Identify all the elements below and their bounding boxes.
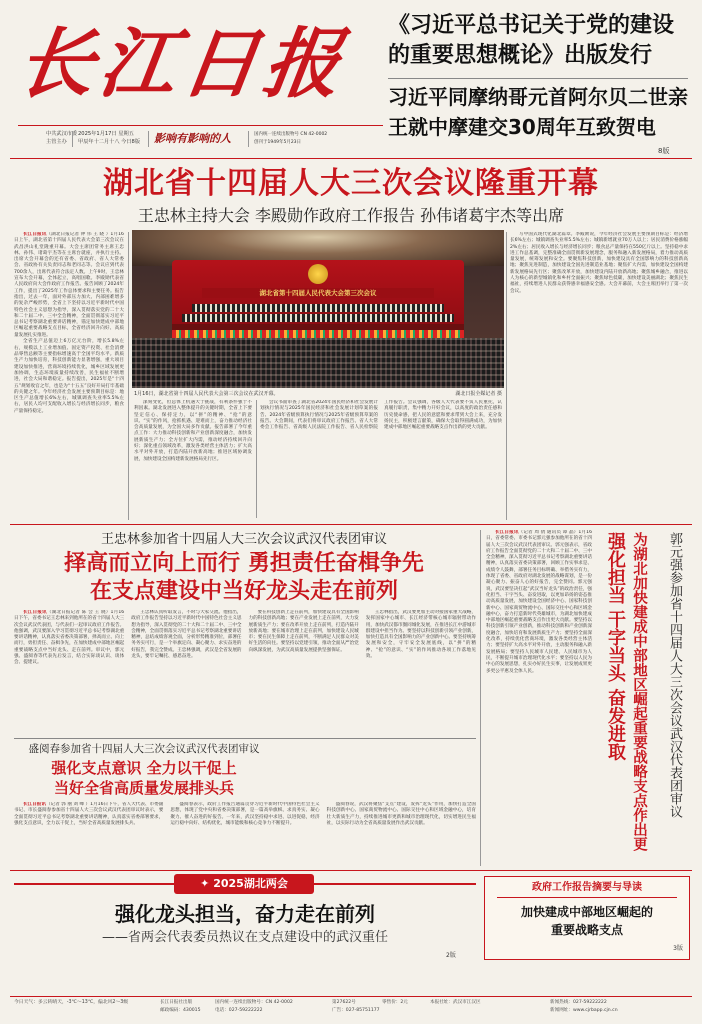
story2-headline-1[interactable]: 择高而立向上而行 勇担责任奋楫争先 bbox=[64, 551, 424, 576]
guide-box[interactable] bbox=[484, 876, 690, 960]
guide-title: 政府工作报告摘要与导读 bbox=[532, 882, 642, 893]
date-line: 2025年1月17日 星期五 bbox=[78, 131, 134, 137]
story3-kicker: 盛阅春参加省十四届人大三次会议武汉代表团审议 bbox=[28, 743, 260, 755]
photo-caption: 1月16日，湖北省第十四届人民代表大会第三次会议在武汉开幕。 湖北日报全媒记者 摄 bbox=[134, 391, 502, 397]
story2-dateline: 长江日报讯 bbox=[23, 610, 47, 615]
story3-headline-1[interactable]: 强化支点意识 全力以干促上 bbox=[51, 759, 237, 777]
section-rule-1 bbox=[10, 524, 692, 525]
top-news-item-2[interactable] bbox=[388, 82, 688, 142]
column-logo: ✦ 2025湖北两会 bbox=[174, 874, 314, 894]
founded-line: 创刊于1949年5月23日 bbox=[254, 140, 302, 145]
footer-item-8: 广告：027-85751177 bbox=[332, 1008, 380, 1013]
section-rule-2 bbox=[10, 870, 692, 871]
story4-kicker: 郭元强参加省十四届人大三次会议武汉代表团审议 bbox=[667, 532, 682, 818]
footer-item-9: 新闻热线：027-59222222 bbox=[550, 1000, 607, 1005]
masthead-slogan: 影响有影响的人 bbox=[154, 132, 231, 145]
footer-item-1: 长江日报社出版 bbox=[160, 1000, 193, 1005]
main-dateline: 长江日报讯 bbox=[23, 232, 47, 237]
bottom-subheadline: ——省两会代表委员热议在支点建设中的武汉重任 bbox=[101, 930, 388, 945]
footer-item-10[interactable]: 新闻网址：www.cjrbapp.cjn.cn bbox=[550, 1008, 618, 1013]
story4-headline-col-1[interactable]: 强化担当 干字当头 奋发进取 bbox=[605, 532, 626, 761]
bottom-headline[interactable]: 强化龙头担当，奋力走在前列 bbox=[115, 902, 375, 926]
top-news bbox=[388, 8, 688, 158]
story4-dateline: 长江日报讯 bbox=[495, 530, 519, 535]
story3-body: 长江日报讯（记者 郭 丽 刘 峰 ）1月16日下午，省人大代表、市委副书记、市长盛阅春参加省十四届人大三次会议武汉代表团审议时表示，要全面贯彻习近平总书记考察湖北重要讲话精神，认真落实省委部署要求，强化支点意识，全力以干促上，当好全省高质量发展排头兵。 盛阅春表示，政府工作报告通篇贯穿习近平新时代中国特色社会主义思想，体现了党中央和省委决策部署，是一篇高举旗帜、求真务实、凝心聚力、催人奋进的好报告。一年来，武汉坚持稳中求进、以进促稳，经济运行稳中向好、结构优化，城市能级和核心竞争力不断提升。 盛阅春说，武汉将聚焦“支点”建设，发挥“龙头”作用，加快打造全国科技创新中心、国家商贸物流中心、国际交往中心和区域金融中心，培育壮大新质生产力，持续推进城市更新和城市治理现代化，切实增进民生福祉，以实际行动为全省高质量发展作出武汉贡献。 bbox=[14, 802, 476, 826]
bottom-page-ref: 2版 bbox=[446, 952, 456, 959]
story2-kicker: 王忠林参加省十四届人大三次会议武汉代表团审议 bbox=[100, 532, 387, 547]
top-news-page-ref: 8版 bbox=[658, 147, 670, 155]
guide-line-2: 重要战略支点 bbox=[550, 923, 623, 937]
story3-headline-2[interactable]: 当好全省高质量发展排头兵 bbox=[53, 779, 234, 797]
footer-item-7: 电话：027-59222222 bbox=[215, 1008, 263, 1013]
emblem-icon bbox=[308, 264, 328, 284]
main-photo[interactable] bbox=[132, 230, 504, 388]
main-story-col-1: 长江日报讯（湖北日报记者 钟 伟 王 晓 ）1月16日上午，湖北省第十四届人民代表大会第三次会议在武昌洪山礼堂隆重开幕。大会主席团常务主席王忠林、孙伟、诸葛宇杰等在主席台就座，并执行主持。出席大会开幕会的还有省委、省政府、省人大常委会、省政协有关负责同志和老同志等。会议应到代表700余人，出席代表符合法定人数。上午9时，王忠林宣布大会开幕，全体起立，高唱国歌。李殿勋代表省人民政府向大会作政府工作报告。报告回顾了2024年工作，提出了2025年工作总体要求和主要任务。报告指出，过去一年，面对外部压力加大、内部困难增多的复杂严峻形势，全省上下坚持以习近平新时代中国特色社会主义思想为指导，深入贯彻落实党的二十大和二十届二中、三中全会精神，全面贯彻落实习近平总书记考察湖北重要讲话精神，锚定加快建成中部地区崛起重要战略支点目标，全省经济回升向好、高质量发展扎实推进。 全省生产总值迈上6万亿元台阶，增长5.8%左右，规模以上工业增加值、固定资产投资、社会消费品零售总额等主要指标增速高于全国平均水平。新质生产力加快培育，科技创新能力显著增强，重大项目建设加快推进，营商环境持续优化，城乡区域发展更加协调，生态环境质量持续改善，民生福祉不断增进，社会大局和谐稳定。报告提出，2025年是“十四五”规划收官之年，也是为“十五五”良好开局打牢基础的关键之年。今年经济社会发展主要预期目标是：地区生产总值增长6%左右，城镇调查失业率5.5%左右，居民人均可支配收入增长与经济增长同步，粮食产量保持稳定。 bbox=[14, 232, 124, 414]
top-news-item-1-title: 《习近平总书记关于党的建设的重要思想概论》出版发行 bbox=[388, 12, 675, 68]
footer-weather: 今日天气：多云转晴天，-3℃～13℃，偏北风2～3级 bbox=[14, 1000, 129, 1005]
footer bbox=[10, 998, 692, 1020]
footer-item-2: 国内统一连续出版物号：CN 42-0002 bbox=[215, 1000, 293, 1005]
lunar-line: 甲辰年十二月十八 今日8版 bbox=[78, 139, 141, 145]
masthead-divider bbox=[18, 125, 383, 126]
publisher-line-2: 主管主办 bbox=[46, 139, 67, 145]
main-subheadline: 王忠林主持大会 李殿勋作政府工作报告 孙伟诸葛宇杰等出席 bbox=[137, 206, 565, 225]
footer-item-5: 本报社址：武汉市江汉区 bbox=[430, 1000, 481, 1005]
photo-credit: 湖北日报全媒记者 摄 bbox=[455, 391, 502, 397]
hall-banner: 湖北省第十四届人民代表大会第三次会议 bbox=[202, 288, 434, 298]
top-news-item-2-title: 习近平同摩纳哥元首阿尔贝二世亲王就中摩建交30周年互致贺电 bbox=[388, 85, 688, 139]
story4-body: 长江日报讯（记者 周 倩 通讯员 谭 晶）1月16日，省委常委、市委书记郭元强参加他所在的省十四届人大三次会议武汉代表团审议。郭元强表示，省政府工作报告全面贯彻党的二十大和二十届二中、三中全会精神，深入贯彻习近平总书记考察湖北重要讲话精神，认真落实省委决策部署，回顾工作实事求是、成绩令人鼓舞，部署任务目标明确、举措务实有力，体现了省委、省政府对湖北发展的战略谋划，是一份凝心聚力、振奋人心的好报告，完全赞同。郭元强说，武汉要坚决扛起“武汉当好龙头”的政治责任，强化担当、干字当头、奋发进取，以更加昂扬的姿态推动高质量发展，加快建设全国经济中心、国家科技创新中心、国家商贸物流中心、国际交往中心和区域金融中心，奋力打造新时代英雄城市，为湖北加快建成中部地区崛起重要战略支点作出更大贡献。要坚持以科技创新引领产业创新，推动科技创新和产业创新深度融合，加快培育和发展新质生产力；要坚持全面深化改革，持续优化营商环境，激发各类经营主体活力；要坚持扩大高水平对外开放，主动服务和融入新发展格局；要坚持人民城市人民建、人民城市为人民，不断提升城市治理现代化水平；要坚持以人民为中心的发展思想，扎实办好民生实事，让发展成果更多更公平惠及全体人民。 bbox=[486, 530, 592, 674]
main-headline[interactable]: 湖北省十四届人大三次会议隆重开幕 bbox=[103, 166, 599, 201]
story2-body: 长江日报讯（湖北日报记者 陈 会 王 晓）1月16日下午，省委书记王忠林来到他所在的省十四届人大三次会议武汉代表团，与代表们一起审议政府工作报告。他强调，武汉要深入学习贯彻习近平总书记考察湖北重要讲话精神，认真落实省委决策部署，择高而立、向上而行，勇担责任、奋楫争先，在加快建成中部地区崛起重要战略支点中当好龙头、走在前列。审议中，郭元强、盛阅春等代表先后发言，结合实际谈认识、谈体会、提建议。 王忠林认真听取发言，不时与大家交流。他指出，政府工作报告坚持以习近平新时代中国特色社会主义思想为指导，深入贯彻党的二十大和二十届二中、三中全会精神，全面贯彻落实习近平总书记考察湖北重要讲话精神，总结成绩客观全面，分析形势精准到位，部署任务务实可行，是一个举旗定向、凝心聚力、求实奋进的好报告，我完全赞成。王忠林强调，武汉是全省发展的龙头，要牢记嘱托、感恩奋进。 要在科技创新上走在前列，加快建设具有全国影响力的科技创新高地；要在产业发展上走在前列，大力发展新质生产力；要在改革开放上走在前列，打造内陆开放新高地；要在城市治理上走在前列，加快建设人民城市；要在民生保障上走在前列，不断满足人民群众对美好生活的向往。要坚持以党建引领，推动全面从严治党向纵深发展，为武汉高质量发展提供坚强保证。 王忠林指出，武汉要更加主动对接国家重大战略，发挥国家中心城市、长江经济带核心城市辐射带动作用，加快武汉都市圈同城化发展，在推进长江中游城市群建设中担当作为。要坚持以科技创新引领产业创新，加快打造具有全国影响力的产业创新中心。要坚持统筹发展和安全，守牢安全发展底线，以“拼”的精神、“抢”的意识、“实”的作风推动各项工作落地见效。 bbox=[14, 610, 476, 666]
guide-ref: 3版 bbox=[673, 945, 683, 952]
main-story-col-4: 会议书面审查了湖北省2024年国民经济和社会发展计划执行情况与2025年国民经济和社会发展计划草案的报告、2024年省级预算执行情况与2025年省级预算草案的报告。大会期间，代表们将审议政府工作报告、省人大常委会工作报告、省高级人民法院工作报告、省人民检察院工作报告。会议强调，各级人大代表要不负人民重托，认真履行职责，集中精力开好会议，以高度的政治责任感和历史使命感，把人民的意愿和要求带到大会上来，充分发扬民主，积极建言献策，确保大会取得圆满成功，为加快建成中部地区崛起重要战略支点作出新的更大贡献。 bbox=[260, 400, 502, 431]
story2-headline-2[interactable]: 在支点建设中当好龙头走在前列 bbox=[89, 579, 398, 604]
masthead-info-block bbox=[46, 131, 386, 153]
footer-item-3: 第27622号 bbox=[332, 1000, 356, 1005]
footer-item-6: 邮政编码：430015 bbox=[160, 1008, 201, 1013]
footer-item-4: 零售价：2元 bbox=[382, 1000, 408, 1005]
masthead bbox=[11, 10, 388, 160]
header-rule bbox=[10, 158, 692, 159]
masthead-logo: 长江日报 bbox=[11, 19, 353, 108]
main-story-col-5: 写中国式现代化湖北篇章。李殿勋说，今年经济社会发展主要预期目标是：经济增长6%左右；城镇调查失业率5.5%左右；城镇新增就业70万人以上；居民消费价格涨幅2%左右；居民收入增长与经济增长同步；粮食总产量保持在550亿斤以上。坚持稳中求进工作总基调，完整准确全面贯彻新发展理念，服务和融入新发展格局，着力推动高质量发展，统筹发展和安全。要聚焦科技创新，加快建设具有全国影响力的科技创新高地；聚焦先进制造，加快建设全国先进制造业基地；聚焦扩大内需，加快建设全国构建新发展格局先行区；聚焦改革开放，加快建设内陆开放新高地；聚焦城乡融合，推进以人为核心的新型城镇化和乡村全面振兴；聚焦绿色低碳，加快建设美丽湖北；聚焦民生福祉，持续增进人民群众获得感幸福感安全感。大会开幕前，大会主席团举行了第一次会议。 bbox=[510, 232, 688, 294]
top-news-item-1[interactable] bbox=[388, 10, 688, 70]
column-logo-bar bbox=[14, 874, 476, 894]
star-icon: ✦ bbox=[200, 877, 214, 890]
publisher-line-1: 中共武汉市委 bbox=[46, 131, 78, 137]
guide-line-1: 加快建成中部地区崛起的 bbox=[520, 905, 653, 919]
story4-headline-col-2[interactable]: 为湖北加快建成中部地区崛起重要战略支点作出更 bbox=[631, 532, 647, 851]
story3-dateline: 长江日报讯 bbox=[23, 802, 47, 807]
cn-number: 国内统一连续出版物号 CN 42-0002 bbox=[254, 132, 328, 137]
main-story-col-3: 深刻变化，但总体上机遇大于挑战，有利条件强于不利因素。湖北发展进入整体提升的关键时期，全省上下要坚定信心、保持定力，以“拼”的精神、“抢”的意识、“实”的作风，抢抓机遇、迎难而上，奋力推动经济社会高质量发展，为全国大局多作贡献。报告部署了今年重点工作：大力推动科技创新和产业创新深度融合，加快发展新质生产力；全方位扩大内需，推动经济持续回升向好；深化重点领域改革，激发各类经营主体活力；扩大高水平对外开放，打造内陆开放新高地；推进区域协调发展，加快建设全国构建新发展格局先行区。 bbox=[134, 400, 252, 462]
